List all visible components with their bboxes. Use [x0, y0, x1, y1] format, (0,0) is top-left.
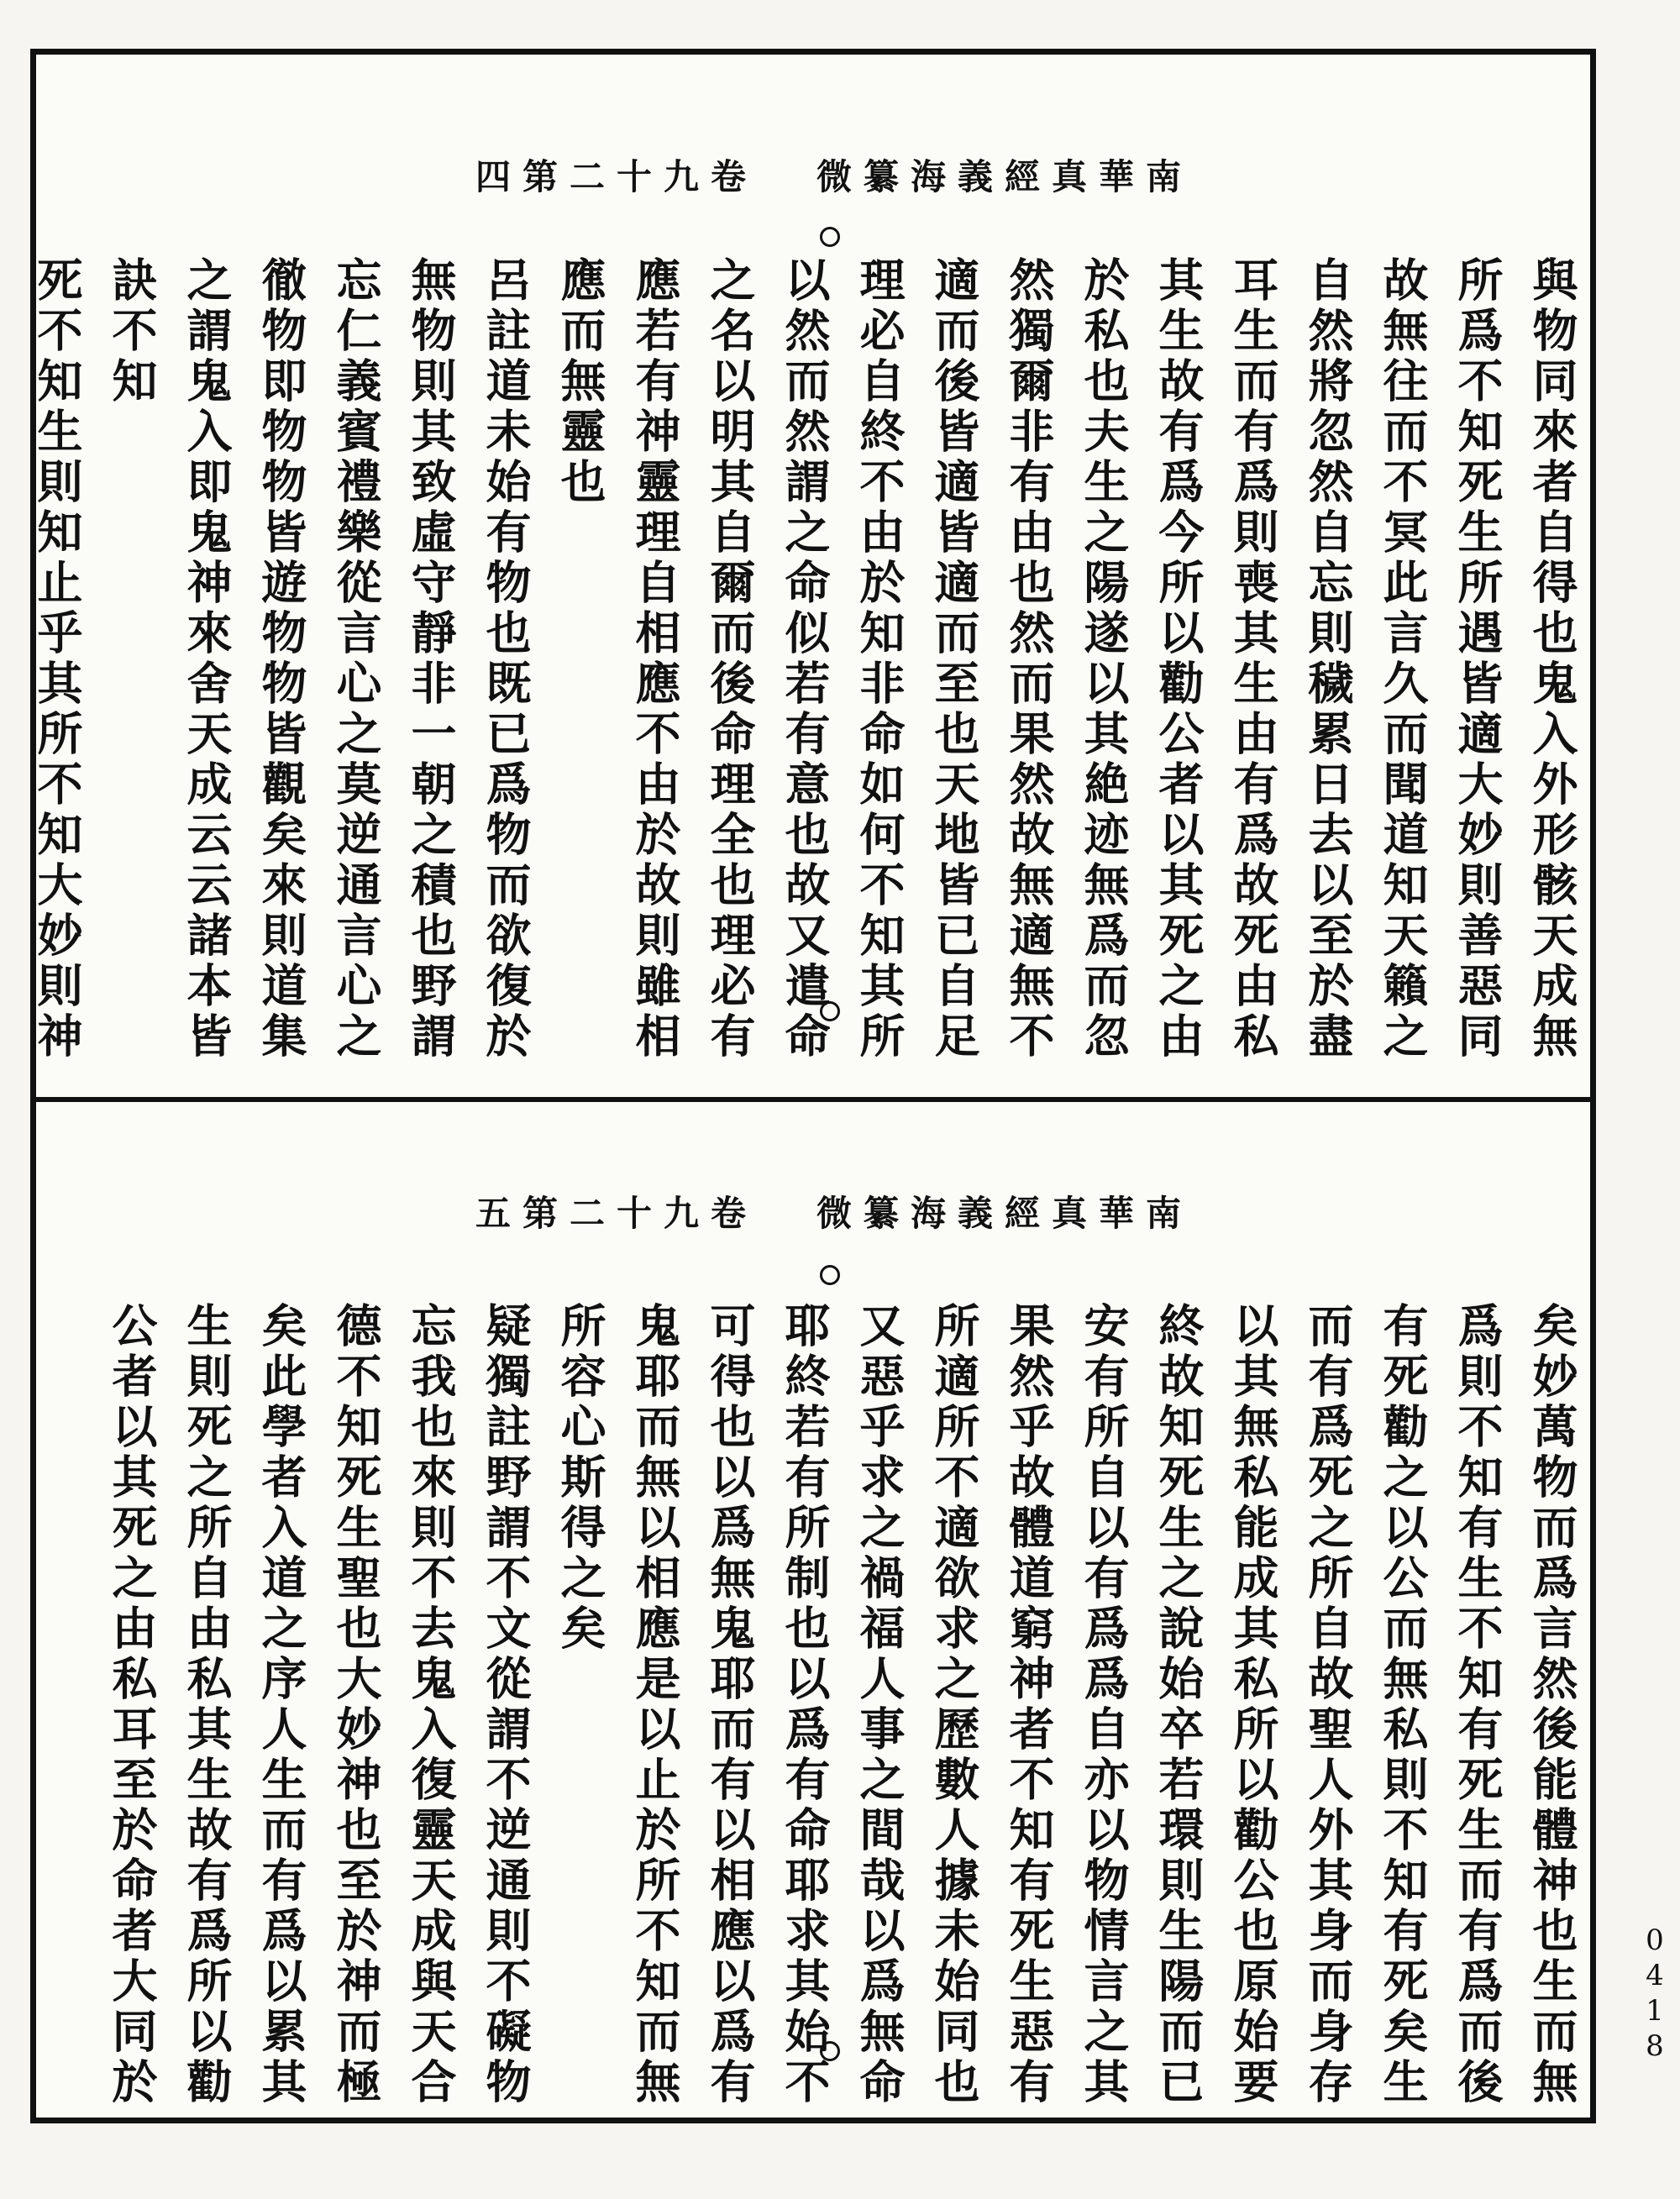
- text-column: 可得也以爲無鬼耶而有以相應以爲有: [703, 1302, 757, 2108]
- top-running-head: [475, 150, 1193, 200]
- text-column: 所容心斯得之矣: [554, 1302, 607, 1655]
- text-column: 忘仁義賓禮樂從言心之莫逆通言心之: [329, 256, 383, 1063]
- panel-divider: [30, 1097, 1596, 1102]
- text-column: 其生故有爲今所以勸公者以其死之由: [1152, 256, 1205, 1063]
- text-column: 之名以明其自爾而後命理全也理必有: [703, 256, 757, 1063]
- text-column: 理必自終不由於知非命如何不知其所: [853, 256, 906, 1063]
- text-column: 與物同來者自得也鬼入外形骸天成無: [1525, 256, 1579, 1063]
- text-column: 安有所自以有爲爲自亦以物情言之其: [1077, 1302, 1131, 2108]
- circle-mark-icon: [820, 1265, 840, 1285]
- text-column: 以其無私能成其私所以勸公也原始要: [1226, 1302, 1280, 2108]
- text-column: 耳生而有爲則喪其生由有爲故死由私: [1226, 256, 1280, 1063]
- text-column: 徹物即物物皆遊物物皆觀矣來則道集: [255, 256, 308, 1063]
- text-column: 疑獨註野謂不文從謂不逆通則不礙物: [479, 1302, 533, 2108]
- top-text-block: [30, 256, 1589, 1096]
- text-column: 自然將忽然自忘則穢累日去以至於盡: [1301, 256, 1355, 1063]
- text-column: 所爲不知死生所遇皆適大妙則善惡同: [1451, 256, 1504, 1063]
- text-column: 之謂鬼入即鬼神來舍天成云云諸本皆訣不知: [105, 256, 234, 1063]
- text-column: 矣此學者入道之序人生而有爲以累其: [255, 1302, 308, 2108]
- text-column: 而有爲死之所自故聖人外其身而身存: [1301, 1302, 1355, 2108]
- text-column: 所適所不適欲求之歷數人據未始同也: [927, 1302, 981, 2108]
- text-column: 又惡乎求之禍福人事之間哉以爲無命: [853, 1302, 906, 2108]
- bottom-running-head-chapter: 卷九十二第五: [475, 1193, 758, 1234]
- page-number: 0418: [1638, 1923, 1672, 2065]
- text-column: 公者以其死之由私耳至於命者大同於: [105, 1302, 159, 2108]
- bottom-text-block: [60, 1302, 1589, 2117]
- text-column: 德不知死生聖也大妙神也至於神而極: [329, 1302, 383, 2108]
- text-column: 終故知死生之說始卒若環則生陽而已: [1152, 1302, 1205, 2108]
- text-column: 忘我也來則不去鬼入復靈天成與天合: [404, 1302, 458, 2108]
- text-column: 應而無靈也: [554, 256, 607, 508]
- text-column: 爲則不知有生不知有死生而有爲而後: [1451, 1302, 1504, 2108]
- text-column: 有死勸之以公而無私則不知有死矣生: [1376, 1302, 1430, 2108]
- text-column: 於私也夫生之陽遂以其絶迹無爲而忽: [1077, 256, 1131, 1063]
- text-column: 適而後皆適皆適而至也天地皆已自足: [927, 256, 981, 1063]
- bottom-running-head-title: 南華真經義海纂微: [816, 1193, 1193, 1234]
- text-column: 應若有神靈理自相應不由於故則雖相: [628, 256, 682, 1063]
- text-column: 果然乎故體道窮神者不知有死生惡有: [1002, 1302, 1056, 2108]
- text-column: 以然而然謂之命似若有意也故又遣命: [778, 256, 832, 1063]
- text-column: 矣妙萬物而爲言然後能體神也生而無: [1525, 1302, 1579, 2108]
- text-column: 耶終若有所制也以爲有命耶求其始不: [778, 1302, 832, 2108]
- circle-mark-icon: [820, 227, 840, 247]
- text-column: 故無往而不冥此言久而聞道知天籟之: [1376, 256, 1430, 1063]
- text-column: 鬼耶而無以相應是以止於所不知而無: [628, 1302, 682, 2108]
- text-column: 死不知生則知止乎其所不知大妙則神: [30, 256, 84, 1063]
- text-column: 呂註道未始有物也既已爲物而欲復於: [479, 256, 533, 1063]
- top-running-head-chapter: 卷九十二第四: [475, 156, 758, 197]
- bottom-running-head: [475, 1186, 1193, 1236]
- text-column: 然獨爾非有由也然而果然故無適無不: [1002, 256, 1056, 1063]
- text-column: 無物則其致虛守靜非一朝之積也野謂: [404, 256, 458, 1063]
- top-running-head-title: 南華真經義海纂微: [816, 156, 1193, 197]
- text-column: 生則死之所自由私其生故有爲所以勸: [180, 1302, 234, 2108]
